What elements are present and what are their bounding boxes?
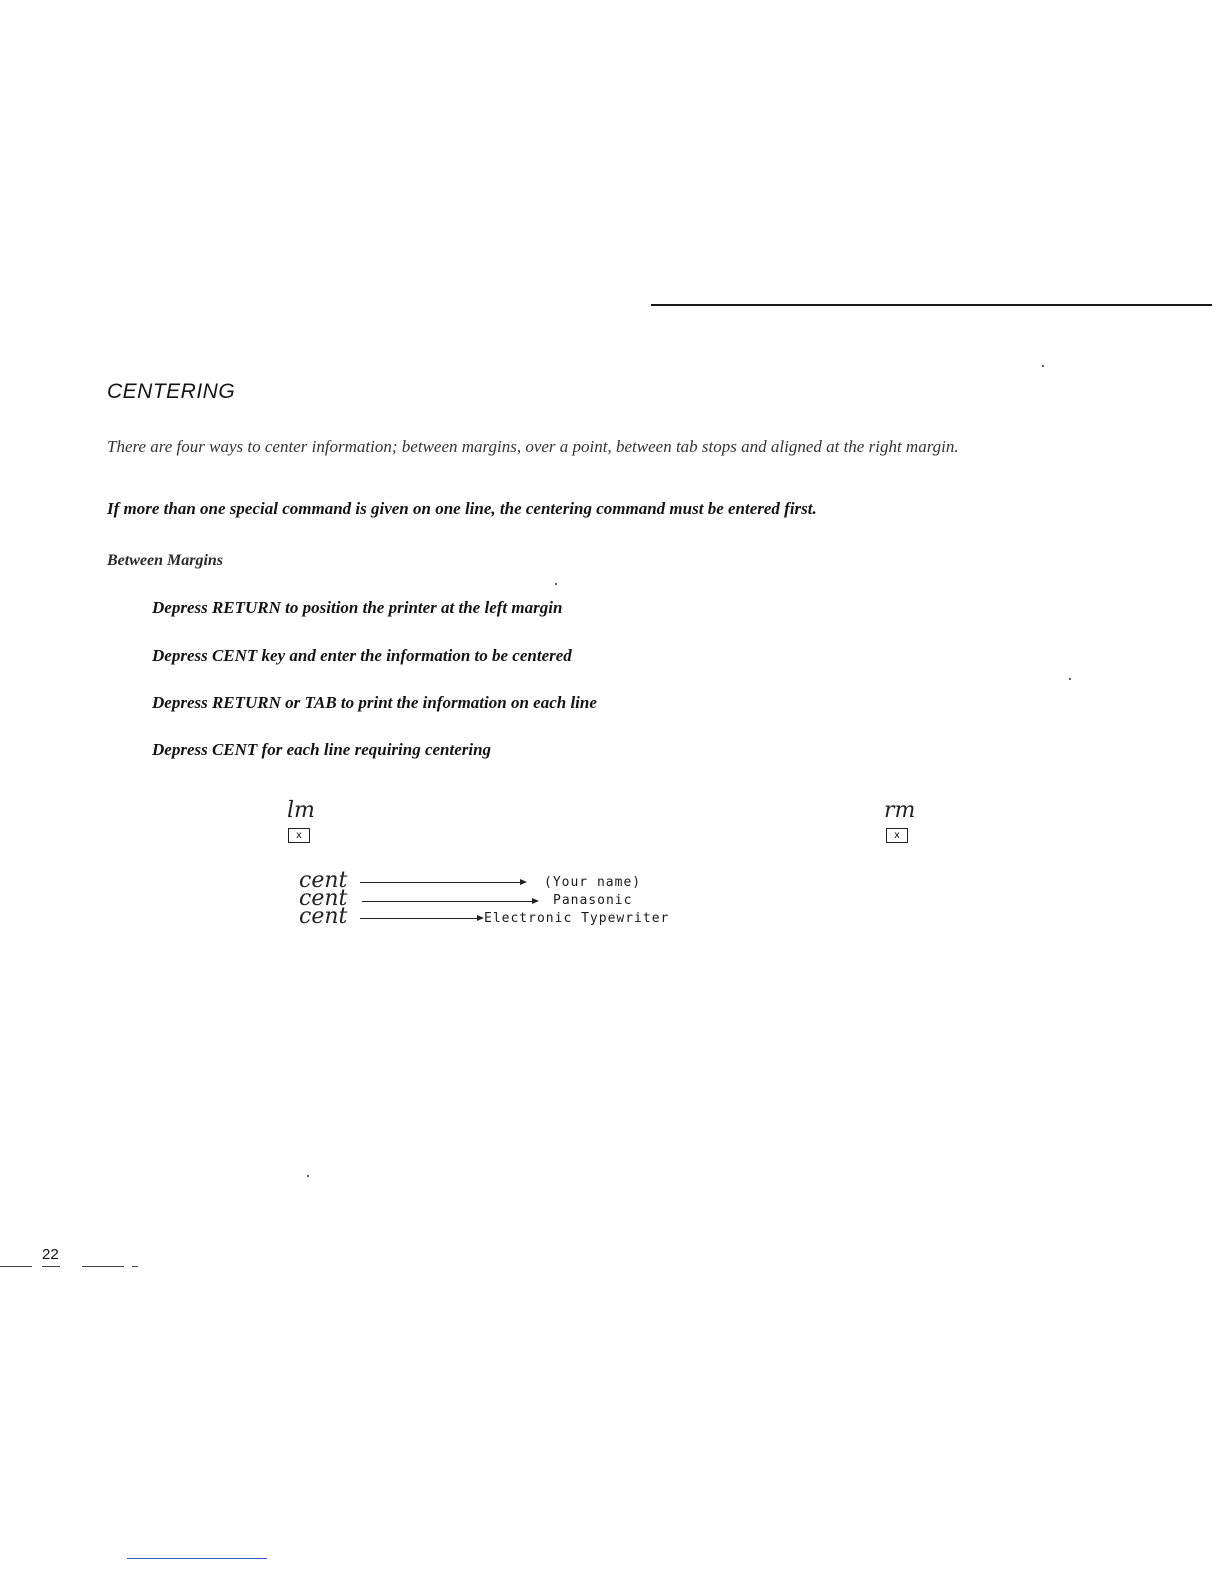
note-paragraph: If more than one special command is given on one line, the centering command must be entered first. xyxy=(107,499,817,518)
step-2: Depress CENT key and enter the information to be centered xyxy=(152,646,572,665)
footer-dash xyxy=(0,1266,32,1267)
cent-command-2: cent xyxy=(299,886,348,911)
cent-command-1: cent xyxy=(299,868,348,893)
scan-speck xyxy=(1042,365,1044,367)
footer-dash xyxy=(42,1266,60,1267)
top-rule xyxy=(651,304,1212,306)
output-line-1: (Your name) xyxy=(544,875,642,890)
step-4: Depress CENT for each line requiring centering xyxy=(152,740,492,759)
arrow-icon xyxy=(362,901,537,902)
section-heading: CENTERING xyxy=(107,380,236,403)
scan-speck xyxy=(1069,678,1071,680)
cent-command-3: cent xyxy=(299,904,348,929)
arrow-icon xyxy=(360,918,482,919)
right-margin-mark: rm xyxy=(884,798,916,823)
scan-speck xyxy=(555,583,557,585)
subheading: Between Margins xyxy=(107,552,224,569)
bottom-rule xyxy=(127,1558,267,1559)
right-margin-key-icon: x xyxy=(886,828,908,843)
left-margin-mark: lm xyxy=(287,798,315,823)
step-1: Depress RETURN to position the printer at the left margin xyxy=(152,598,563,617)
page-number: 22 xyxy=(42,1246,59,1263)
left-margin-key-icon: x xyxy=(288,828,310,843)
step-3: Depress RETURN or TAB to print the information on each line xyxy=(152,693,597,712)
output-line-3: Electronic Typewriter xyxy=(484,911,670,926)
intro-paragraph: There are four ways to center information; between margins, over a point, between tab stops and aligned at the right margin. xyxy=(107,437,959,456)
footer-dash xyxy=(82,1266,124,1267)
scan-speck xyxy=(307,1175,309,1177)
footer-dash xyxy=(132,1266,138,1267)
output-line-2: Panasonic xyxy=(553,893,633,908)
arrow-icon xyxy=(360,882,525,883)
